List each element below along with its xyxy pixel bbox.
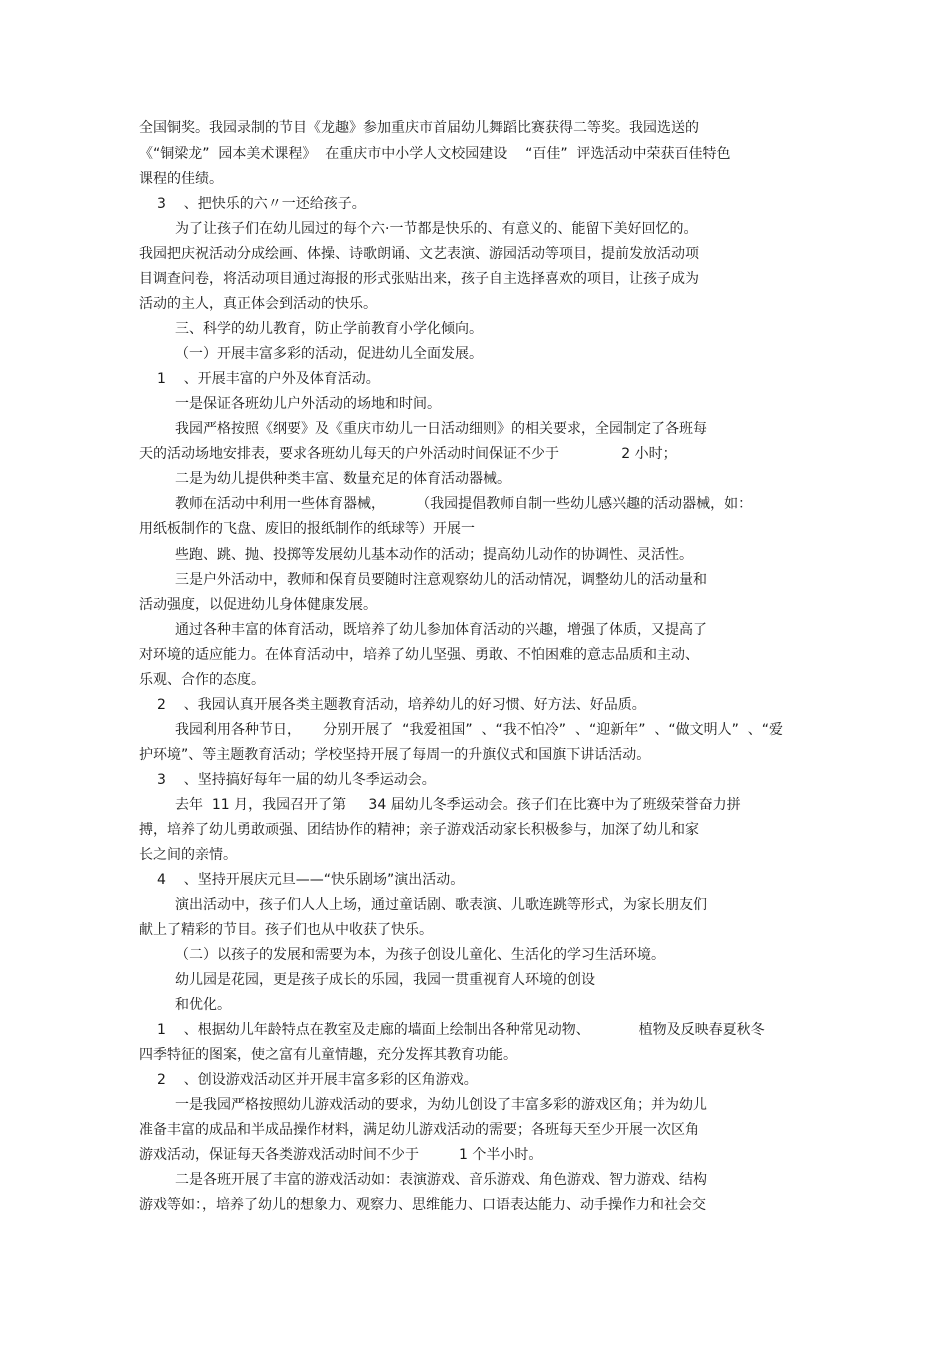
section-heading: 2 、创设游戏活动区并开展丰富多彩的区角游戏。 [157,1072,478,1088]
section-heading: （二）以孩子的发展和需要为本，为孩子创设儿童化、生活化的学习生活环境。 [175,947,665,963]
section-heading: 3 、把快乐的六〃一还给孩子。 [157,196,366,212]
text-line: 准备丰富的成品和半成品操作材料，满足幼儿游戏活动的需要；各班每天至少开展一次区角 [139,1122,699,1138]
text-line: 一是保证各班幼儿户外活动的场地和时间。 [175,396,441,412]
text-line: 乐观、合作的态度。 [139,672,265,688]
text-line: 三是户外活动中，教师和保育员要随时注意观察幼儿的活动情况，调整幼儿的活动量和 [175,572,707,588]
section-heading: 三、科学的幼儿教育，防止学前教育小学化倾向。 [175,321,483,337]
text-line: 长之间的亲情。 [139,847,237,863]
text-line: 和优化。 [175,997,231,1013]
text-line: 为了让孩子们在幼儿园过的每个六·一节都是快乐的、有意义的、能留下美好回忆的。 [175,221,698,237]
text-line: 教师在活动中利用一些体育器械， （我园提倡教师自制一些幼儿感兴趣的活动器械，如： [175,496,753,512]
section-heading: 4 、坚持开展庆元旦——“快乐剧场”演出活动。 [157,872,465,888]
text-line: 对环境的适应能力。在体育活动中，培养了幼儿坚强、勇敢、不怕困难的意志品质和主动、 [139,647,699,663]
text-line: 全国铜奖。我园录制的节目《龙趣》参加重庆市首届幼儿舞蹈比赛获得二等奖。我园选送的 [139,120,699,136]
text-line: 四季特征的图案，使之富有儿童情趣，充分发挥其教育功能。 [139,1047,517,1063]
text-line: 游戏活动，保证每天各类游戏活动时间不少于 1 个半小时。 [139,1147,543,1163]
text-line: 课程的佳绩。 [139,171,223,187]
text-line: 《“铜梁龙” 园本美术课程》 在重庆市中小学人文校园建设 “百佳” 评选活动中荣获百佳特色 [139,146,731,162]
section-heading: （一）开展丰富多彩的活动，促进幼儿全面发展。 [175,346,483,362]
text-line: 通过各种丰富的体育活动，既培养了幼儿参加体育活动的兴趣，增强了体质，又提高了 [175,622,707,638]
section-heading: 1 、根据幼儿年龄特点在教室及走廊的墙面上绘制出各种常见动物、 植物及反映春夏秋冬 [157,1022,765,1038]
text-line: 些跑、跳、抛、投掷等发展幼儿基本动作的活动；提高幼儿动作的协调性、灵活性。 [175,547,693,563]
text-line: 二是各班开展了丰富的游戏活动如：表演游戏、音乐游戏、角色游戏、智力游戏、结构 [175,1172,707,1188]
text-line: 演出活动中，孩子们人人上场，通过童话剧、歌表演、儿歌连跳等形式，为家长朋友们 [175,897,707,913]
section-heading: 3 、坚持搞好每年一届的幼儿冬季运动会。 [157,772,436,788]
section-heading: 2 、我园认真开展各类主题教育活动，培养幼儿的好习惯、好方法、好品质。 [157,697,646,713]
text-line: 一是我园严格按照幼儿游戏活动的要求，为幼儿创设了丰富多彩的游戏区角；并为幼儿 [175,1097,707,1113]
text-line: 用纸板制作的飞盘、废旧的报纸制作的纸球等）开展一 [139,521,475,537]
text-line: 护环境”、等主题教育活动；学校坚持开展了每周一的升旗仪式和国旗下讲话活动。 [139,747,651,763]
text-line: 游戏等如：，培养了幼儿的想象力、观察力、思维能力、口语表达能力、动手操作力和社会交 [139,1197,706,1213]
text-line: 幼儿园是花园，更是孩子成长的乐园，我园一贯重视育人环境的创设 [175,972,595,988]
text-line: 活动的主人，真正体会到活动的快乐。 [139,296,377,312]
text-line: 二是为幼儿提供种类丰富、数量充足的体育活动器械。 [175,471,511,487]
text-line: 我园利用各种节日， 分别开展了 “我爱祖国” 、“我不怕冷” 、“迎新年” 、“做文明人” 、“爱 [175,722,784,738]
text-line: 献上了精彩的节目。孩子们也从中收获了快乐。 [139,922,433,938]
text-line: 我园把庆祝活动分成绘画、体操、诗歌朗诵、文艺表演、游园活动等项目，提前发放活动项 [139,246,699,262]
text-line: 我园严格按照《纲要》及《重庆市幼儿一日活动细则》的相关要求，全园制定了各班每 [175,421,707,437]
section-heading: 1 、开展丰富的户外及体育活动。 [157,371,380,387]
text-line: 活动强度，以促进幼儿身体健康发展。 [139,597,377,613]
text-line: 天的活动场地安排表，要求各班幼儿每天的户外活动时间保证不少于 2 小时； [139,446,677,462]
text-line: 目调查问卷，将活动项目通过海报的形式张贴出来，孩子自主选择喜欢的项目，让孩子成为 [139,271,699,287]
text-line: 去年 11 月，我园召开了第 34 届幼儿冬季运动会。孩子们在比赛中为了班级荣誉奋力拼 [175,797,741,813]
text-line: 搏，培养了幼儿勇敢顽强、团结协作的精神；亲子游戏活动家长积极参与，加深了幼儿和家 [139,822,699,838]
